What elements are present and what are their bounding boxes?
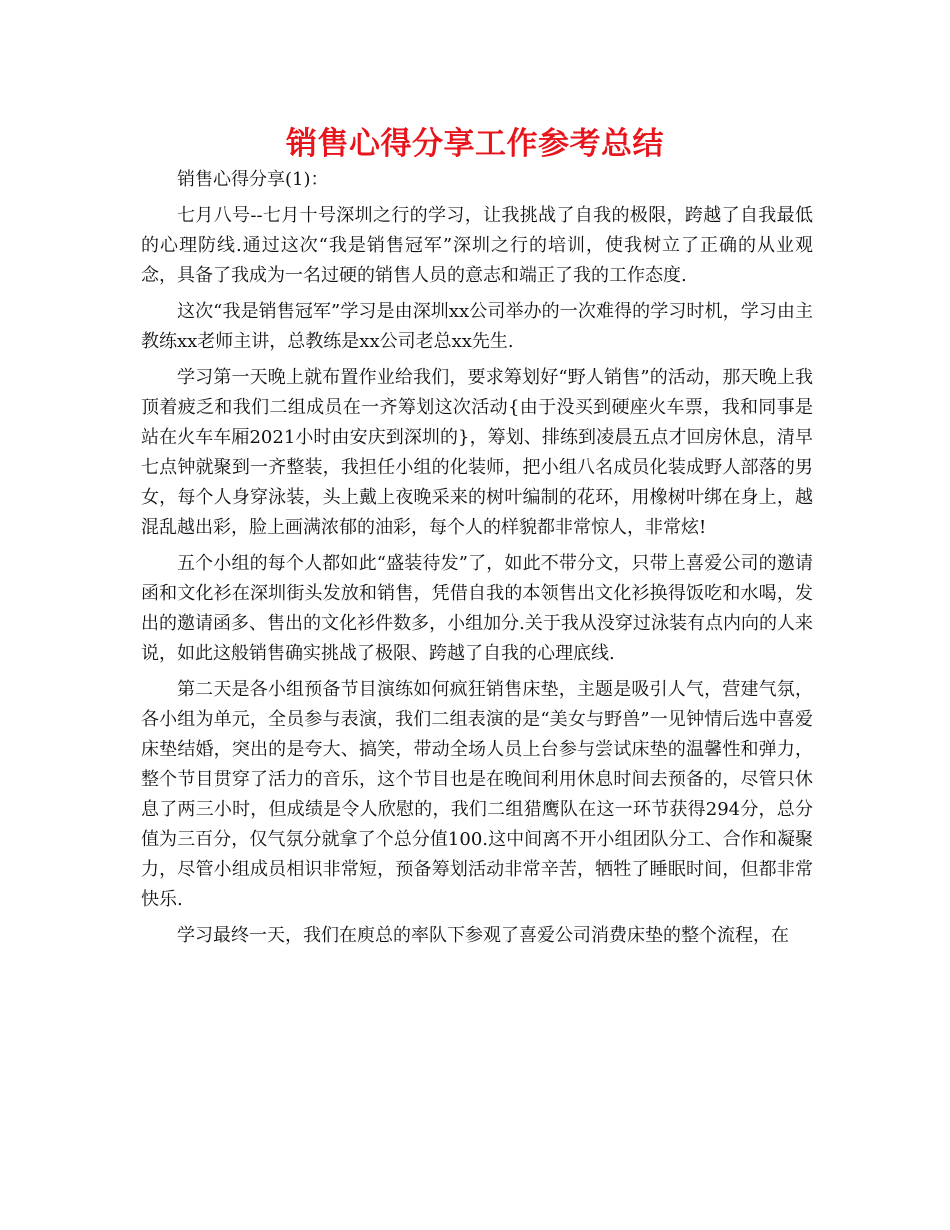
page-title: 销售心得分享工作参考总结 <box>286 126 664 162</box>
paragraph-7: 学习最终一天，我们在庾总的率队下参观了喜爱公司消费床垫的整个流程，在 <box>177 925 789 946</box>
paragraph-1: 销售心得分享(1)： <box>177 169 329 190</box>
paragraph-4: 学习第一天晚上就布置作业给我们，要求筹划好“野人销售”的活动，那天晚上我顶着疲乏和我们二组成员在一齐筹划这次活动{由于没买到硬座火车票，我和同事是站在火车车厢2021小时由安庆到深圳的}，筹划、排练到凌晨五点才回房休息，清早七点钟就聚到一齐整装，我担任小组的化装师，把小组八名成员化装成野人部落的男女，每个人身穿泳装，头上戴上夜晚采来的树叶编制的花环，用橡树叶绑在身上，越混乱越出彩，脸上画满浓郁的油彩，每个人的样貌都非常惊人，非常炫! <box>141 367 813 538</box>
document-body <box>141 165 813 957</box>
paragraph-2: 七月八号--七月十号深圳之行的学习，让我挑战了自我的极限，跨越了自我最低的心理防线.通过这次“我是销售冠军”深圳之行的培训，使我树立了正确的从业观念，具备了我成为一名过硬的销售人员的意志和端正了我的工作态度. <box>141 205 813 286</box>
paragraph-6: 第二天是各小组预备节目演练如何疯狂销售床垫，主题是吸引人气，营建气氛，各小组为单元，全员参与表演，我们二组表演的是“美女与野兽”一见钟情后选中喜爱床垫结婚，突出的是夸大、搞笑，带动全场人员上台参与尝试床垫的温馨性和弹力，整个节目贯穿了活力的音乐，这个节目也是在晚间利用休息时间去预备的，尽管只休息了两三小时，但成绩是令人欣慰的，我们二组猎鹰队在这一环节获得294分，总分值为三百分，仅气氛分就拿了个总分值100.这中间离不开小组团队分工、合作和凝聚力，尽管小组成员相识非常短，预备筹划活动非常辛苦，牺牲了睡眠时间，但都非常快乐. <box>141 679 813 910</box>
paragraph-3: 这次“我是销售冠军”学习是由深圳xx公司举办的一次难得的学习时机，学习由主教练xx老师主讲，总教练是xx公司老总xx先生. <box>141 301 813 352</box>
paragraph-5: 五个小组的每个人都如此“盛装待发”了，如此不带分文，只带上喜爱公司的邀请函和文化衫在深圳街头发放和销售，凭借自我的本领售出文化衫换得饭吃和水喝，发出的邀请函多、售出的文化衫件数多，小组加分.关于我从没穿过泳装有点内向的人来说，如此这般销售确实挑战了极限、跨越了自我的心理底线. <box>141 553 813 664</box>
